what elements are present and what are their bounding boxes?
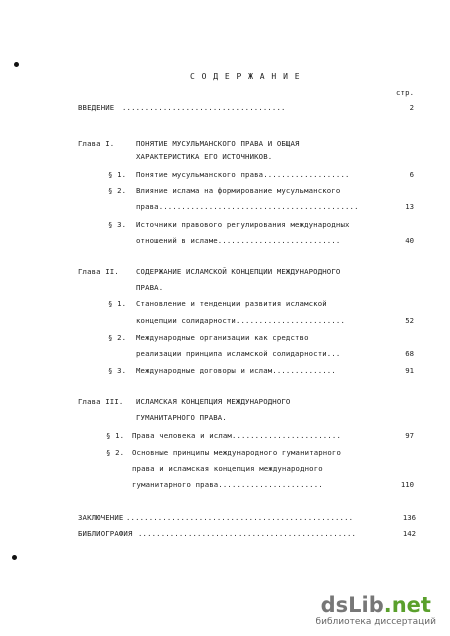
toc-chapter-label: Глава III. [78, 397, 124, 406]
site-watermark [316, 594, 436, 628]
watermark-logo-main: dsLib [320, 593, 384, 617]
toc-leader: .................................... [122, 103, 286, 112]
toc-leader: ................................................ [138, 529, 357, 538]
toc-section-label: § 3. [108, 220, 127, 229]
toc-page: 110 [400, 480, 414, 489]
toc-page: 136 [402, 513, 416, 522]
toc-page: 13 [405, 202, 414, 211]
toc-page: 6 [409, 170, 414, 179]
toc-page: 52 [405, 316, 414, 325]
toc-chapter-title: ПРАВА. [136, 283, 164, 292]
toc-section-label: § 2. [108, 186, 127, 195]
toc-chapter-title: ПОНЯТИЕ МУСУЛЬМАНСКОГО ПРАВА И ОБЩАЯ [136, 139, 300, 148]
toc-chapter-label: Глава I. [78, 139, 115, 148]
toc-page: 2 [409, 103, 414, 112]
toc-section-title: отношений в исламе........................... [136, 236, 341, 245]
watermark-logo-tld: .net [383, 593, 431, 617]
toc-leader: .................................................. [126, 513, 354, 522]
toc-label-conclusion: ЗАКЛЮЧЕНИЕ [78, 513, 124, 522]
toc-label-introduction: ВВЕДЕНИЕ [78, 103, 115, 112]
toc-section-title: реализации принципа исламской солидарности... [136, 349, 341, 358]
toc-section-label: § 1. [108, 170, 127, 179]
toc-chapter-title: ХАРАКТЕРИСТИКА ЕГО ИСТОЧНИКОВ. [136, 152, 273, 161]
toc-section-title: Международные договоры и ислам.............. [136, 366, 336, 375]
toc-section-label: § 1. [108, 299, 127, 308]
binding-hole-bottom [12, 555, 17, 560]
watermark-logo [316, 594, 436, 616]
toc-page: 40 [405, 236, 414, 245]
toc-section-title: Международные организации как средство [136, 333, 309, 342]
toc-section-title: Понятие мусульманского права................... [136, 170, 350, 179]
page-column-label: стр. [396, 88, 415, 97]
toc-section-title: Права человека и ислам........................ [132, 431, 341, 440]
toc-label-bibliography: БИБЛИОГРАФИЯ [78, 529, 133, 538]
toc-section-title: гуманитарного права....................... [132, 480, 323, 489]
watermark-tagline: библиотека диссертаций [315, 617, 436, 627]
toc-section-title: права............................................ [136, 202, 359, 211]
toc-section-title: права и исламская концепция международного [132, 464, 323, 473]
toc-section-label: § 2. [108, 333, 127, 342]
toc-title: С О Д Е Р Ж А Н И Е [190, 72, 301, 81]
toc-chapter-label: Глава II. [78, 267, 119, 276]
toc-section-title: Становление и тенденции развития исламской [136, 299, 327, 308]
toc-chapter-title: ГУМАНИТАРНОГО ПРАВА. [136, 413, 227, 422]
toc-page: 97 [405, 431, 414, 440]
toc-section-label: § 1. [106, 431, 125, 440]
toc-section-title: Источники правового регулирования международных [136, 220, 350, 229]
toc-section-title: Основные принципы международного гуманитарного [132, 448, 341, 457]
toc-chapter-title: СОДЕРЖАНИЕ ИСЛАМСКОЙ КОНЦЕПЦИИ МЕЖДУНАРОДНОГО [136, 267, 341, 276]
toc-section-title: концепции солидарности........................ [136, 316, 345, 325]
toc-chapter-title: ИСЛАМСКАЯ КОНЦЕПЦИЯ МЕЖДУНАРОДНОГО [136, 397, 291, 406]
binding-hole-top [14, 62, 19, 67]
toc-section-label: § 2. [106, 448, 125, 457]
toc-page: 68 [405, 349, 414, 358]
toc-section-label: § 3. [108, 366, 127, 375]
toc-section-title: Влияние ислама на формирование мусульманского [136, 186, 341, 195]
toc-page: 91 [405, 366, 414, 375]
toc-page: 142 [402, 529, 416, 538]
